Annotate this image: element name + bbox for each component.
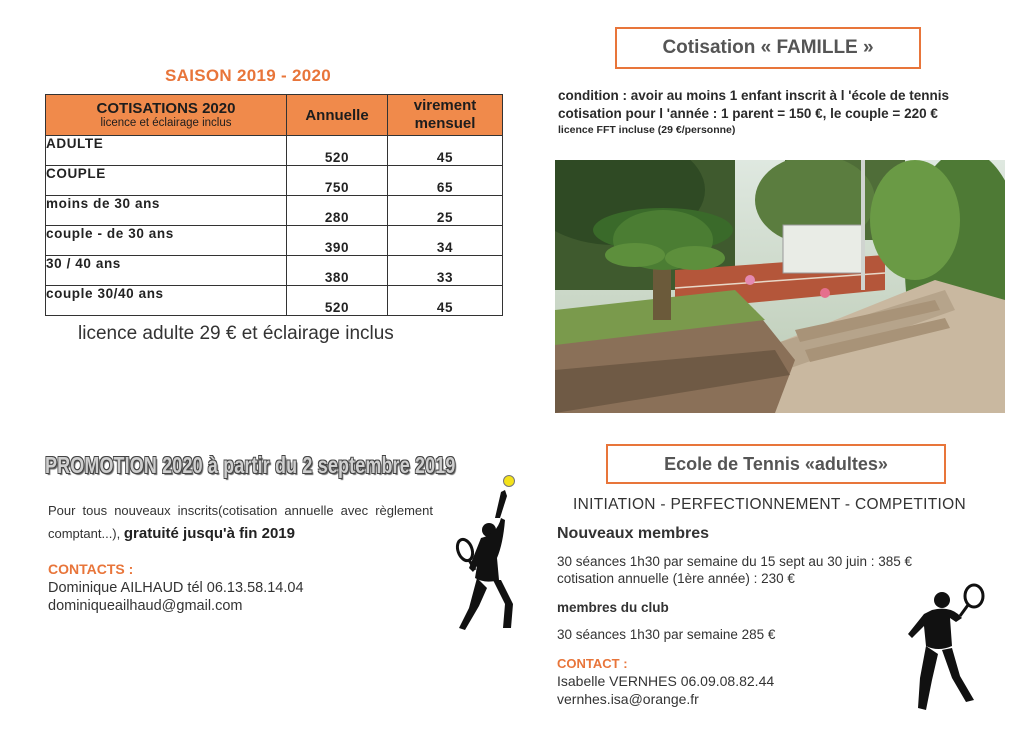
promotion-text [48,499,433,545]
header-cotisations [46,95,287,136]
table-row [46,286,503,316]
row-annuelle: 390 [287,226,388,256]
tennis-player-forehand-icon [908,582,990,717]
tennis-club-photo-drawing [555,160,1005,413]
row-mensuel: 34 [388,226,503,256]
famille-condition-line: condition : avoir au moins 1 enfant inscrit à l 'école de tennis [558,88,950,103]
licence-note: licence adulte 29 € et éclairage inclus [78,323,394,344]
famille-licence-line: licence FFT incluse (29 €/personne) [558,124,736,136]
tariff-table [45,94,503,316]
ecole-title: Ecole de Tennis «adultes» [606,444,946,484]
tennis-ball-icon [503,475,515,487]
ecole-contact-email: vernhes.isa@orange.fr [557,691,699,707]
tennis-player-serve-icon [445,488,525,638]
ecole-contact-heading: CONTACT : [557,656,628,671]
table-row [46,166,503,196]
row-mensuel: 33 [388,256,503,286]
header-annuelle: Annuelle [287,95,388,136]
header-cotisations-title: COTISATIONS 2020 [96,99,236,117]
table-row [46,226,503,256]
header-mensuel: mensuel [414,115,476,132]
row-label: moins de 30 ans [46,196,287,226]
row-mensuel: 65 [388,166,503,196]
table-row [46,256,503,286]
header-cotisations-subtitle: licence et éclairage inclus [100,116,232,129]
row-annuelle: 750 [287,166,388,196]
row-annuelle: 520 [287,136,388,166]
row-label: ADULTE [46,136,287,166]
contact-phone: Dominique AILHAUD tél 06.13.58.14.04 [48,580,304,596]
table-row [46,196,503,226]
nouveaux-membres-cotisation: cotisation annuelle (1ère année) : 230 € [557,571,795,586]
header-virement-mensuel [388,95,503,136]
nouveaux-membres-heading: Nouveaux membres [557,525,710,542]
famille-price-line: cotisation pour l 'année : 1 parent = 150 €, le couple = 220 € [558,106,938,121]
ecole-levels: INITIATION - PERFECTIONNEMENT - COMPETITION [573,496,966,513]
row-label: couple - de 30 ans [46,226,287,256]
row-annuelle: 380 [287,256,388,286]
promotion-highlight: gratuité jusqu'à fin 2019 [123,525,295,542]
header-virement: virement [413,97,477,114]
membres-club-sessions: 30 séances 1h30 par semaine 285 € [557,627,776,642]
row-label: 30 / 40 ans [46,256,287,286]
season-title: SAISON 2019 - 2020 [165,66,332,85]
row-mensuel: 45 [388,286,503,316]
row-mensuel: 45 [388,136,503,166]
row-annuelle: 520 [287,286,388,316]
famille-title: Cotisation « FAMILLE » [615,27,921,69]
tennis-club-photo [555,160,1005,413]
table-header-row [46,95,503,136]
row-label: couple 30/40 ans [46,286,287,316]
nouveaux-membres-sessions: 30 séances 1h30 par semaine du 15 sept au 30 juin : 385 € [557,554,913,569]
contacts-heading: CONTACTS : [48,561,134,577]
contact-email: dominiqueailhaud@gmail.com [48,598,243,614]
table-row [46,136,503,166]
famille-conditions [558,87,1008,137]
ecole-contact-phone: Isabelle VERNHES 06.09.08.82.44 [557,673,775,689]
tennis-player-forehand-drawing [908,582,990,717]
row-mensuel: 25 [388,196,503,226]
membres-club-heading: membres du club [557,600,669,615]
promotion-description: Pour tous nouveaux inscrits(cotisation annuelle avec règlement comptant...), [48,503,433,541]
tennis-player-serve-drawing [445,488,525,638]
promotion-title: PROMOTION 2020 à partir du 2 septembre 2019 [45,452,456,478]
row-label: COUPLE [46,166,287,196]
row-annuelle: 280 [287,196,388,226]
